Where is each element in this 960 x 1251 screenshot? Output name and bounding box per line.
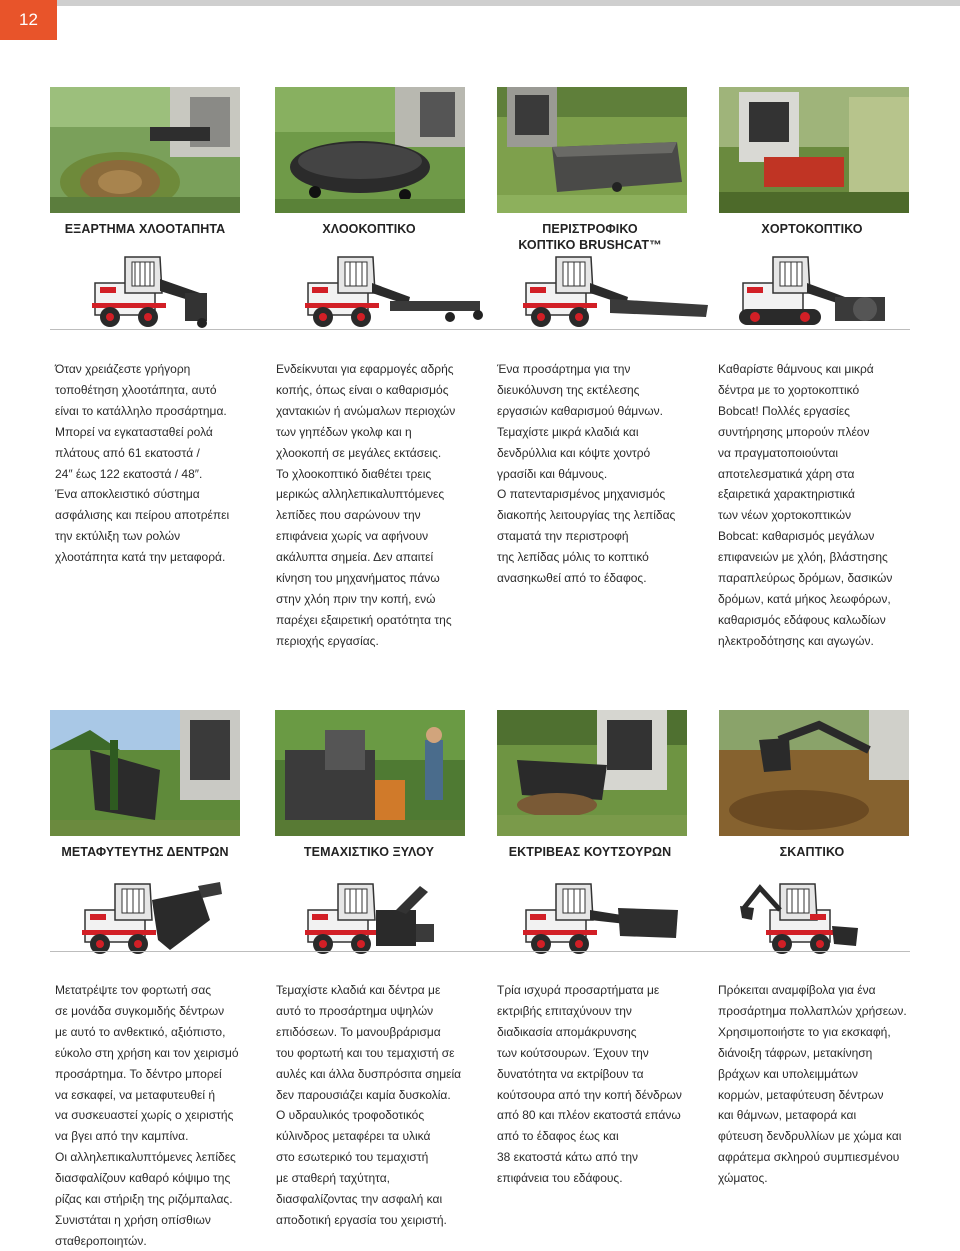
text-line: αποδοτική εργασία του χειριστή. <box>276 1212 447 1227</box>
text-line: δεν παρουσιάζει καμία δυσκολία. <box>276 1087 451 1102</box>
caption-mower: ΧΛΟΟΚΟΠΤΙΚΟ <box>322 222 416 236</box>
top-rule <box>57 0 960 6</box>
text-line: κούτσουρα από την κοπή δένδρων <box>497 1087 682 1102</box>
text-line: διασφαλίζουν καθαρό κόψιμο της <box>55 1171 231 1186</box>
text-line: εύκολο στη χρήση και τον χειρισμό <box>55 1045 239 1060</box>
text-line: ακάλυπτα σημεία. Δεν απαιτεί <box>276 550 434 565</box>
text-line: Χρησιμοποιήστε το για εκσκαφή, <box>718 1024 891 1039</box>
caption-tree-spade: ΜΕΤΑΦΥΤΕΥΤΗΣ ΔΕΝΤΡΩΝ <box>61 845 229 859</box>
text-line: κορμών, μεταφύτευση δέντρων <box>718 1087 884 1102</box>
text-line: αυτό το προσάρτημα υψηλών <box>276 1003 434 1018</box>
text-line: συντήρησης μπορούν πλέον <box>718 424 870 439</box>
text-line: δυνατότητα να εκτρίβουν τα <box>497 1066 644 1081</box>
wood-chipper-photo <box>275 710 465 836</box>
text-line: είναι το κατάλληλο προσάρτημα. <box>55 403 227 418</box>
text-line: εργασιών καθαρισμού θάμνων. <box>497 403 663 418</box>
description-mower <box>276 359 476 652</box>
text-line: να βγει από την καμπίνα. <box>55 1129 189 1144</box>
text-line: διακοπής λειτουργίας της λεπίδας <box>497 508 676 523</box>
text-line: χαντακιών ή ανώμαλων περιοχών <box>276 403 456 418</box>
text-line: επιφάνεια του εδάφους. <box>497 1171 623 1186</box>
skid-steer-chipper-icon <box>300 880 500 960</box>
section-divider-top <box>50 329 910 330</box>
text-line: χλοοτάπητα κατά την μεταφορά. <box>55 550 226 565</box>
text-line: αφράτεμα σκληρού συμπιεσμένου <box>718 1150 900 1165</box>
text-line: εξαιρετικά χαρακτηριστικά <box>718 487 855 502</box>
text-line: Το χλοοκοπτικό διαθέτει τρεις <box>276 466 432 481</box>
text-line: προσάρτημα πολλαπλών χρήσεων. <box>718 1003 907 1018</box>
text-line: Bobcat: καθαρισμός μεγάλων <box>718 529 875 544</box>
track-loader-cutter-icon <box>735 253 935 333</box>
text-line: κύλινδρος μεταφέρει τα υλικά <box>276 1129 431 1144</box>
description-wood-chipper <box>276 980 476 1231</box>
forestry-cutter-photo <box>719 87 909 213</box>
description-brushcat <box>497 359 697 589</box>
text-line: Οι αλληλεπικαλυπτόμενες λεπίδες <box>55 1150 236 1165</box>
text-line: κοπής, όπως είναι ο καθαρισμός <box>276 382 449 397</box>
text-line: διάνοιξη τάφρων, μετακίνηση <box>718 1045 873 1060</box>
description-backhoe <box>718 980 918 1189</box>
stump-grinder-photo <box>497 710 687 836</box>
text-line: σταματά την περιστροφή <box>497 529 629 544</box>
text-line: επιδόσεων. Το μανουβράρισμα <box>276 1024 441 1039</box>
text-line: να πραγματοποιούνται <box>718 445 839 460</box>
skid-steer-stump-grinder-icon <box>518 880 718 960</box>
caption-stump-grinder: ΕΚΤΡΙΒΕΑΣ ΚΟΥΤΣΟΥΡΩΝ <box>508 845 672 859</box>
text-line: 24″ έως 122 εκατοστά / 48″. <box>55 466 203 481</box>
text-line: των κούτσουρων. Έχουν την <box>497 1045 649 1060</box>
text-line: Τεμαχίστε κλαδιά και δέντρα με <box>276 983 441 997</box>
text-line: Τρία ισχυρά προσαρτήματα με <box>497 983 660 997</box>
text-line: τοποθέτηση χλοοτάπητα, αυτό <box>55 382 217 397</box>
text-line: βράχων και υπολειμμάτων <box>718 1066 858 1081</box>
caption-sod-layer: ΕΞΑΡΤΗΜΑ ΧΛΟΟΤΑΠΗΤΑ <box>64 222 226 236</box>
text-line: ανασηκωθεί από το έδαφος. <box>497 571 647 586</box>
text-line: Ένα προσάρτημα για την <box>497 362 631 376</box>
text-line: Μπορεί να εγκατασταθεί ρολά <box>55 424 213 439</box>
text-line: Ενδείκνυται για εφαρμογές αδρής <box>276 362 454 376</box>
text-line: 38 εκατοστά κάτω από την <box>497 1150 639 1165</box>
text-line: να συσκευαστεί χωρίς ο χειριστής <box>55 1108 234 1123</box>
text-line: Πρόκειται αναμφίβολα για ένα <box>718 983 876 997</box>
skid-steer-mower-icon <box>300 253 500 333</box>
text-line: παρέχει εξαιρετική ορατότητα της <box>276 612 452 627</box>
text-line: του φορτωτή και του τεμαχιστή σε <box>276 1045 455 1060</box>
text-line: Ένα αποκλειστικό σύστημα <box>55 487 200 502</box>
text-line: να εσκαφεί, να μεταφυτευθεί ή <box>55 1087 216 1102</box>
text-line: σε μονάδα συγκομιδής δέντρων <box>55 1003 225 1018</box>
text-line: παραπλεύρως δρόμων, δασικών <box>718 571 893 586</box>
skid-steer-sod-layer-icon <box>80 253 280 333</box>
text-line: Καθαρίστε θάμνους και μικρά <box>718 362 874 376</box>
sod-layer-photo <box>50 87 240 213</box>
text-line: διασφαλίζοντας την ασφαλή και <box>276 1192 443 1207</box>
text-line: των νέων χορτοκοπτικών <box>718 508 852 523</box>
text-line: λεπίδες που σαρώνουν την <box>276 508 421 523</box>
text-line: διευκόλυνση της εκτέλεσης <box>497 382 640 397</box>
mower-photo <box>275 87 465 213</box>
caption-backhoe: ΣΚΑΠΤΙΚΟ <box>779 845 845 859</box>
caption-brushcat <box>480 221 700 253</box>
text-line: της λεπίδας μόλις το κοπτικό <box>497 550 649 565</box>
text-line: ηλεκτροδότησης και αγωγών. <box>718 633 874 648</box>
text-line: με σταθερή ταχύτητα, <box>276 1171 390 1186</box>
text-line: εκτριβής επιταχύνουν την <box>497 1003 632 1018</box>
text-line: Όταν χρειάζεστε γρήγορη <box>55 362 191 376</box>
text-line: γρασίδι και θάμνους. <box>497 466 608 481</box>
description-stump-grinder <box>497 980 697 1189</box>
text-line: Ο υδραυλικός τροφοδοτικός <box>276 1108 425 1123</box>
text-line: περιοχής εργασίας. <box>276 633 379 648</box>
backhoe-photo <box>719 710 909 836</box>
text-line: δρόμων, κατά μήκος λεωφόρων, <box>718 591 891 606</box>
text-line: και θάμνων, μεταφορά και <box>718 1108 857 1123</box>
page-number-tab <box>0 0 57 40</box>
text-line: ρίζας και στήριξη της ριζόμπαλας. <box>55 1192 233 1207</box>
text-line: ασφάλισης και πείρου αποτρέπει <box>55 508 230 523</box>
text-line: Bobcat! Πολλές εργασίες <box>718 403 850 418</box>
caption-forestry-cutter: ΧΟΡΤΟΚΟΠΤΙΚΟ <box>761 222 863 236</box>
text-line: Συνιστάται η χρήση οπίσθιων <box>55 1212 211 1227</box>
text-line: μερικώς αλληλεπικαλυπτόμενες <box>276 487 445 502</box>
description-tree-spade <box>55 980 255 1251</box>
text-line: φύτευση δενδρυλλίων με χώμα και <box>718 1129 902 1144</box>
page-number: 12 <box>19 10 38 29</box>
text-line: χώματος. <box>718 1171 768 1186</box>
caption-brushcat-text: ΠΕΡΙΣΤΡΟΦΙΚΟ ΚΟΠΤΙΚΟ BRUSHCAT™ <box>518 222 662 252</box>
text-line: χλοοκοπή σε μεγάλες εκτάσεις. <box>276 445 442 460</box>
description-forestry-cutter <box>718 359 918 652</box>
text-line: δέντρα με το χορτοκοπτικό <box>718 382 860 397</box>
caption-wood-chipper: ΤΕΜΑΧΙΣΤΙΚΟ ΞΥΛΟΥ <box>303 845 435 859</box>
text-line: διαδικασία απομάκρυνσης <box>497 1024 637 1039</box>
description-sod-layer <box>55 359 255 568</box>
text-line: κίνηση του μηχανήματος πάνω <box>276 571 440 586</box>
text-line: αυλές και άλλα δυσπρόσιτα σημεία <box>276 1066 462 1081</box>
text-line: στην χλόη πριν την κοπή, ενώ <box>276 591 436 606</box>
section-divider-bottom <box>50 951 910 952</box>
text-line: προσάρτημα. Το δέντρο μπορεί <box>55 1066 222 1081</box>
text-line: από το έδαφος έως και <box>497 1129 619 1144</box>
brushcat-photo <box>497 87 687 213</box>
skid-steer-tree-spade-icon <box>70 880 270 960</box>
text-line: σταθεροποιητών. <box>55 1233 147 1248</box>
text-line: την εκτύλιξη των ρολών <box>55 529 181 544</box>
skid-steer-backhoe-icon <box>740 880 940 960</box>
text-line: από 80 και πλέον εκατοστά επάνω <box>497 1108 681 1123</box>
skid-steer-brushcat-icon <box>518 253 718 333</box>
text-line: επιφανειών με χλόη, βλάστησης <box>718 550 888 565</box>
text-line: καθαρισμός εδάφους καλωδίων <box>718 612 886 627</box>
text-line: Ο πατενταρισμένος μηχανισμός <box>497 487 666 502</box>
text-line: Μετατρέψτε τον φορτωτή σας <box>55 983 212 997</box>
text-line: των γηπέδων γκολφ και η <box>276 424 412 439</box>
text-line: αποτελεσματικά χάρη στα <box>718 466 855 481</box>
text-line: επιφάνεια χωρίς να αφήνουν <box>276 529 429 544</box>
text-line: δενδρύλλια και κόψτε χοντρό <box>497 445 651 460</box>
text-line: πλάτους από 61 εκατοστά / <box>55 445 200 460</box>
text-line: Τεμαχίστε μικρά κλαδιά και <box>497 424 639 439</box>
text-line: με αυτό το ανθεκτικό, αξιόπιστο, <box>55 1024 226 1039</box>
text-line: στο εσωτερικό του τεμαχιστή <box>276 1150 429 1165</box>
tree-spade-photo <box>50 710 240 836</box>
